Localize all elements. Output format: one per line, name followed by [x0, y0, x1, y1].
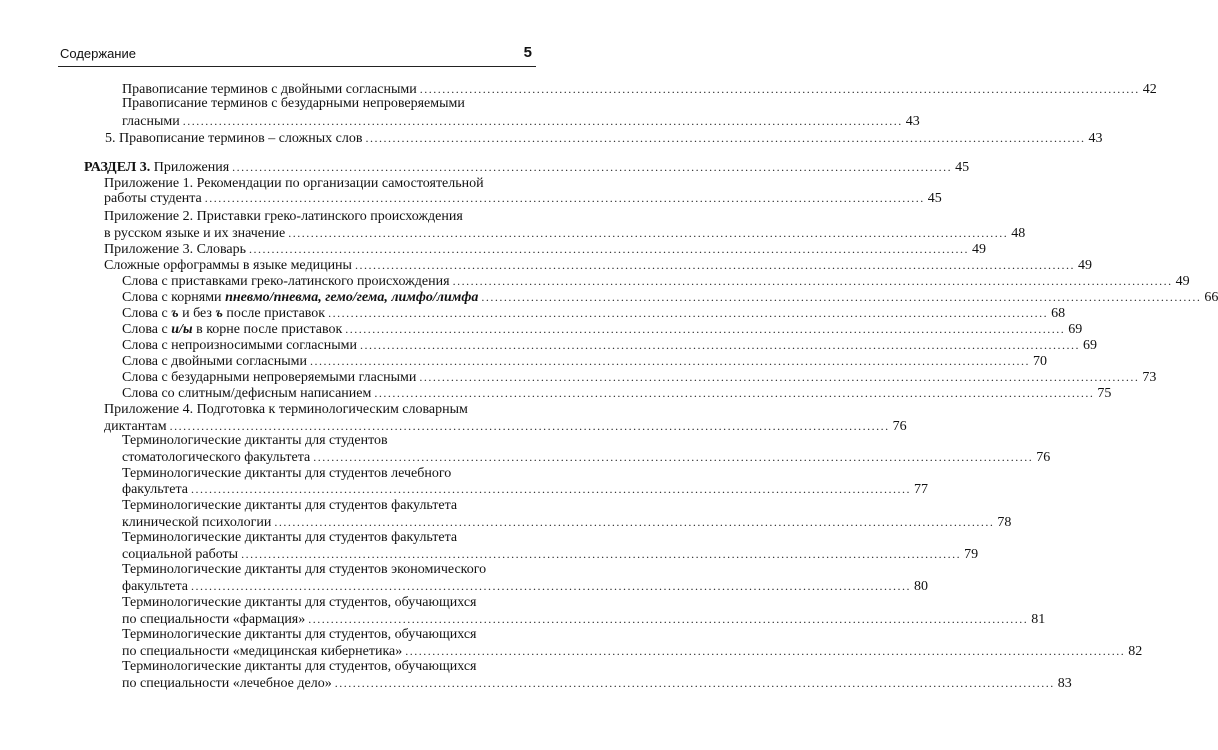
toc-text-segment: Терминологические диктанты для студентов лечебного	[122, 466, 452, 481]
toc-entry-title	[122, 612, 305, 628]
toc-page-number: 70	[1032, 354, 1047, 369]
dot-leader: ................................................................................................................................................................	[345, 322, 1066, 336]
toc-text-segment: гласными	[122, 114, 180, 129]
toc-page-number: 68	[1051, 306, 1066, 321]
toc-entry-title	[122, 515, 271, 531]
toc-entry	[122, 353, 1047, 369]
toc-text-segment: Сложные орфограммы в языке медицины	[104, 258, 352, 273]
dot-leader: ................................................................................................................................................................	[481, 290, 1202, 304]
toc-entry-title	[122, 386, 371, 402]
toc-page-number: 43	[905, 114, 920, 129]
page-number: 5	[523, 44, 532, 61]
toc-page-number: 45	[955, 160, 970, 175]
toc-page-number: 82	[1128, 644, 1143, 659]
toc-text-segment: Терминологические диктанты для студентов, обучающихся	[122, 627, 477, 642]
dot-leader: ................................................................................................................................................................	[374, 386, 1095, 400]
toc-page-number: 49	[972, 242, 986, 257]
toc-entry-title	[122, 450, 310, 466]
toc-entry	[104, 418, 907, 434]
dot-leader: ................................................................................................................................................................	[354, 258, 1075, 272]
dot-leader: ................................................................................................................................................................	[405, 644, 1126, 658]
toc-entry	[122, 498, 536, 514]
toc-entry	[122, 481, 928, 497]
dot-leader: ................................................................................................................................................................	[419, 82, 1140, 96]
toc-entry-title	[122, 579, 188, 595]
toc-entry-title	[122, 595, 477, 610]
toc-entry-title	[122, 338, 357, 354]
toc-entry-title	[122, 644, 402, 660]
toc-entry-title	[104, 191, 202, 207]
toc-text-segment: по специальности «лечебное дело»	[122, 676, 332, 691]
toc-text-segment: факультета	[122, 579, 188, 594]
dot-leader: ................................................................................................................................................................	[190, 579, 911, 593]
toc-entry-title	[104, 242, 246, 258]
toc-entry	[105, 130, 1103, 146]
toc-text-segment: Слова с	[122, 306, 172, 321]
dot-leader: ................................................................................................................................................................	[232, 160, 953, 174]
toc-entry	[122, 449, 1051, 465]
toc-text-segment: Слова с	[122, 322, 172, 337]
toc-entry	[122, 578, 928, 594]
running-header-title: Содержание	[60, 46, 136, 61]
toc-entry-title	[104, 258, 352, 274]
toc-entry-title	[122, 676, 332, 692]
dot-leader: ................................................................................................................................................................	[359, 338, 1080, 352]
toc-entry-title	[122, 530, 457, 545]
toc-text-segment: Слова с приставками греко-латинского происхождения	[122, 274, 450, 289]
toc-page-number: 77	[913, 482, 928, 497]
toc-entry	[122, 81, 1157, 97]
toc-text-segment: 5. Правописание терминов – сложных слов	[105, 131, 363, 146]
toc-text-segment: в русском языке и их значение	[104, 226, 286, 241]
toc-entry-title	[122, 482, 188, 498]
toc-text-segment: и/ы	[171, 322, 193, 337]
dot-leader: ................................................................................................................................................................	[328, 306, 1049, 320]
toc-text-segment: диктантам	[104, 419, 167, 434]
toc-entry	[122, 530, 536, 546]
toc-entry	[122, 321, 1083, 337]
toc-text-segment: Приложения	[150, 160, 230, 175]
toc-entry-title	[122, 498, 457, 513]
toc-entry-title	[122, 96, 465, 111]
toc-text-segment: Слова с непроизносимыми согласными	[122, 338, 357, 353]
toc-page-number: 45	[927, 191, 942, 206]
toc-page-number: 66	[1204, 290, 1218, 305]
toc-entry-title	[122, 562, 486, 577]
toc-page-number: 80	[913, 579, 928, 594]
toc-page-number: 76	[1036, 450, 1051, 465]
toc-text-segment: и без	[178, 306, 216, 321]
toc-entry	[122, 113, 920, 129]
dot-leader: ................................................................................................................................................................	[204, 191, 925, 205]
dot-leader: ................................................................................................................................................................	[365, 131, 1086, 145]
toc-text-segment: Приложение 2. Приставки греко-латинского происхождения	[104, 209, 463, 224]
toc-text-segment: Терминологические диктанты для студентов факультета	[122, 530, 458, 545]
toc-text-segment: Слова с безударными непроверяемыми гласными	[122, 370, 417, 385]
toc-entry-title	[104, 176, 484, 191]
toc-text-segment: Приложение 3. Словарь	[104, 242, 246, 257]
toc-text-segment: Слова с корнями	[122, 290, 226, 305]
toc-entry	[122, 659, 536, 675]
toc-text-segment: ъ	[215, 306, 223, 321]
toc-entry	[122, 675, 1072, 691]
toc-text-segment: Приложение 1. Рекомендации по организации самостоятельной	[104, 176, 484, 191]
toc-text-segment: после приставок	[222, 306, 326, 321]
toc-text-segment: социальной работы	[122, 547, 239, 562]
toc-entry	[122, 96, 536, 112]
toc-entry	[104, 402, 536, 418]
toc-page-number: 49	[1077, 258, 1092, 273]
toc-entry-title	[105, 131, 362, 147]
toc-entry	[104, 190, 942, 206]
toc-text-segment: Слова с двойными согласными	[122, 354, 307, 369]
toc-text-segment: РАЗДЕЛ 3.	[84, 160, 151, 175]
toc-entry	[122, 385, 1112, 401]
toc-page-number: 69	[1068, 322, 1083, 337]
toc-text-segment: в корне после приставок	[192, 322, 343, 337]
toc-entry	[122, 433, 536, 449]
toc-page-number: 69	[1082, 338, 1097, 353]
toc-entry	[122, 562, 536, 578]
toc-entry	[122, 643, 1143, 659]
toc-entry-title	[122, 290, 478, 306]
toc-text-segment: факультета	[122, 482, 188, 497]
toc-page-number: 83	[1057, 676, 1072, 691]
toc-entry	[104, 241, 986, 257]
toc-entry	[122, 611, 1046, 627]
toc-page-number: 42	[1142, 82, 1157, 97]
toc-text-segment: Терминологические диктанты для студентов, обучающихся	[122, 659, 477, 674]
dot-leader: ................................................................................................................................................................	[419, 370, 1140, 384]
dot-leader: ................................................................................................................................................................	[274, 515, 995, 529]
toc-entry	[122, 337, 1097, 353]
toc-page-number: 76	[892, 419, 907, 434]
toc-entry-title	[122, 274, 450, 290]
toc-entry-title	[122, 433, 388, 448]
toc-entry	[122, 273, 1190, 289]
toc-entry-title	[122, 659, 477, 674]
dot-leader: ................................................................................................................................................................	[313, 450, 1034, 464]
toc-entry-title	[122, 354, 307, 370]
toc-text-segment: стоматологического факультета	[122, 450, 311, 465]
toc-entry	[122, 514, 1012, 530]
toc-text-segment: Слова со слитным/дефисным написанием	[122, 386, 372, 401]
toc-text-segment: по специальности «медицинская кибернетика»	[122, 644, 403, 659]
toc-entry-title	[122, 322, 342, 338]
toc-entry-title	[84, 160, 229, 176]
toc-entry	[84, 159, 970, 175]
toc-entry-title	[104, 226, 285, 242]
toc-entry-title	[122, 306, 325, 322]
dot-leader: ................................................................................................................................................................	[182, 114, 903, 128]
toc-entry	[122, 466, 536, 482]
toc-text-segment: Терминологические диктанты для студентов, обучающихся	[122, 595, 477, 610]
toc-text-segment: ъ	[171, 306, 179, 321]
dot-leader: ................................................................................................................................................................	[309, 354, 1030, 368]
toc-entry-title	[122, 370, 416, 386]
dot-leader: ................................................................................................................................................................	[334, 676, 1055, 690]
dot-leader: ................................................................................................................................................................	[288, 226, 1009, 240]
toc-page-number: 75	[1097, 386, 1112, 401]
dot-leader: ................................................................................................................................................................	[241, 547, 962, 561]
toc-page-number: 48	[1011, 226, 1026, 241]
toc-entry	[104, 209, 536, 225]
toc-entry-title	[122, 114, 180, 130]
toc-text-segment: Правописание терминов с безударными непроверяемыми	[122, 96, 465, 111]
toc-text-segment: по специальности «фармация»	[122, 612, 306, 627]
toc-entry-title	[104, 209, 463, 224]
toc-text-segment: клинической психологии	[122, 515, 272, 530]
toc-page-number: 49	[1175, 274, 1190, 289]
toc-text-segment: Терминологические диктанты для студентов	[122, 433, 388, 448]
toc-entry	[104, 257, 1092, 273]
toc-entry	[122, 595, 536, 611]
dot-leader: ................................................................................................................................................................	[169, 419, 890, 433]
toc-entry	[122, 369, 1157, 385]
toc-page-number: 78	[997, 515, 1012, 530]
toc-entry	[122, 546, 979, 562]
toc-page-number: 43	[1088, 131, 1103, 146]
toc-entry	[122, 305, 1066, 321]
dot-leader: ................................................................................................................................................................	[452, 274, 1173, 288]
toc-entry-title	[122, 466, 451, 481]
toc-page-number: 81	[1031, 612, 1046, 627]
toc-entry	[122, 289, 1218, 305]
dot-leader: ................................................................................................................................................................	[308, 612, 1029, 626]
toc-page-number: 79	[964, 547, 979, 562]
dot-leader: ................................................................................................................................................................	[190, 482, 911, 496]
toc-entry-title	[104, 402, 468, 417]
toc-entry	[104, 225, 1026, 241]
toc-text-segment: работы студента	[104, 191, 202, 206]
toc-entry-title	[122, 627, 477, 642]
toc-text-segment: Правописание терминов с двойными согласными	[122, 82, 417, 97]
toc-text-segment: пневмо/пневма, гемо/гема, лимфо/лимфа	[225, 290, 479, 305]
toc-text-segment: Терминологические диктанты для студентов экономического	[122, 562, 487, 577]
toc-text-segment: Терминологические диктанты для студентов факультета	[122, 498, 458, 513]
dot-leader: ................................................................................................................................................................	[249, 242, 969, 256]
toc-page-number: 73	[1142, 370, 1157, 385]
toc-entry	[122, 627, 536, 643]
toc-text-segment: Приложение 4. Подготовка к терминологическим словарным	[104, 402, 468, 417]
toc-entry-title	[122, 547, 238, 563]
